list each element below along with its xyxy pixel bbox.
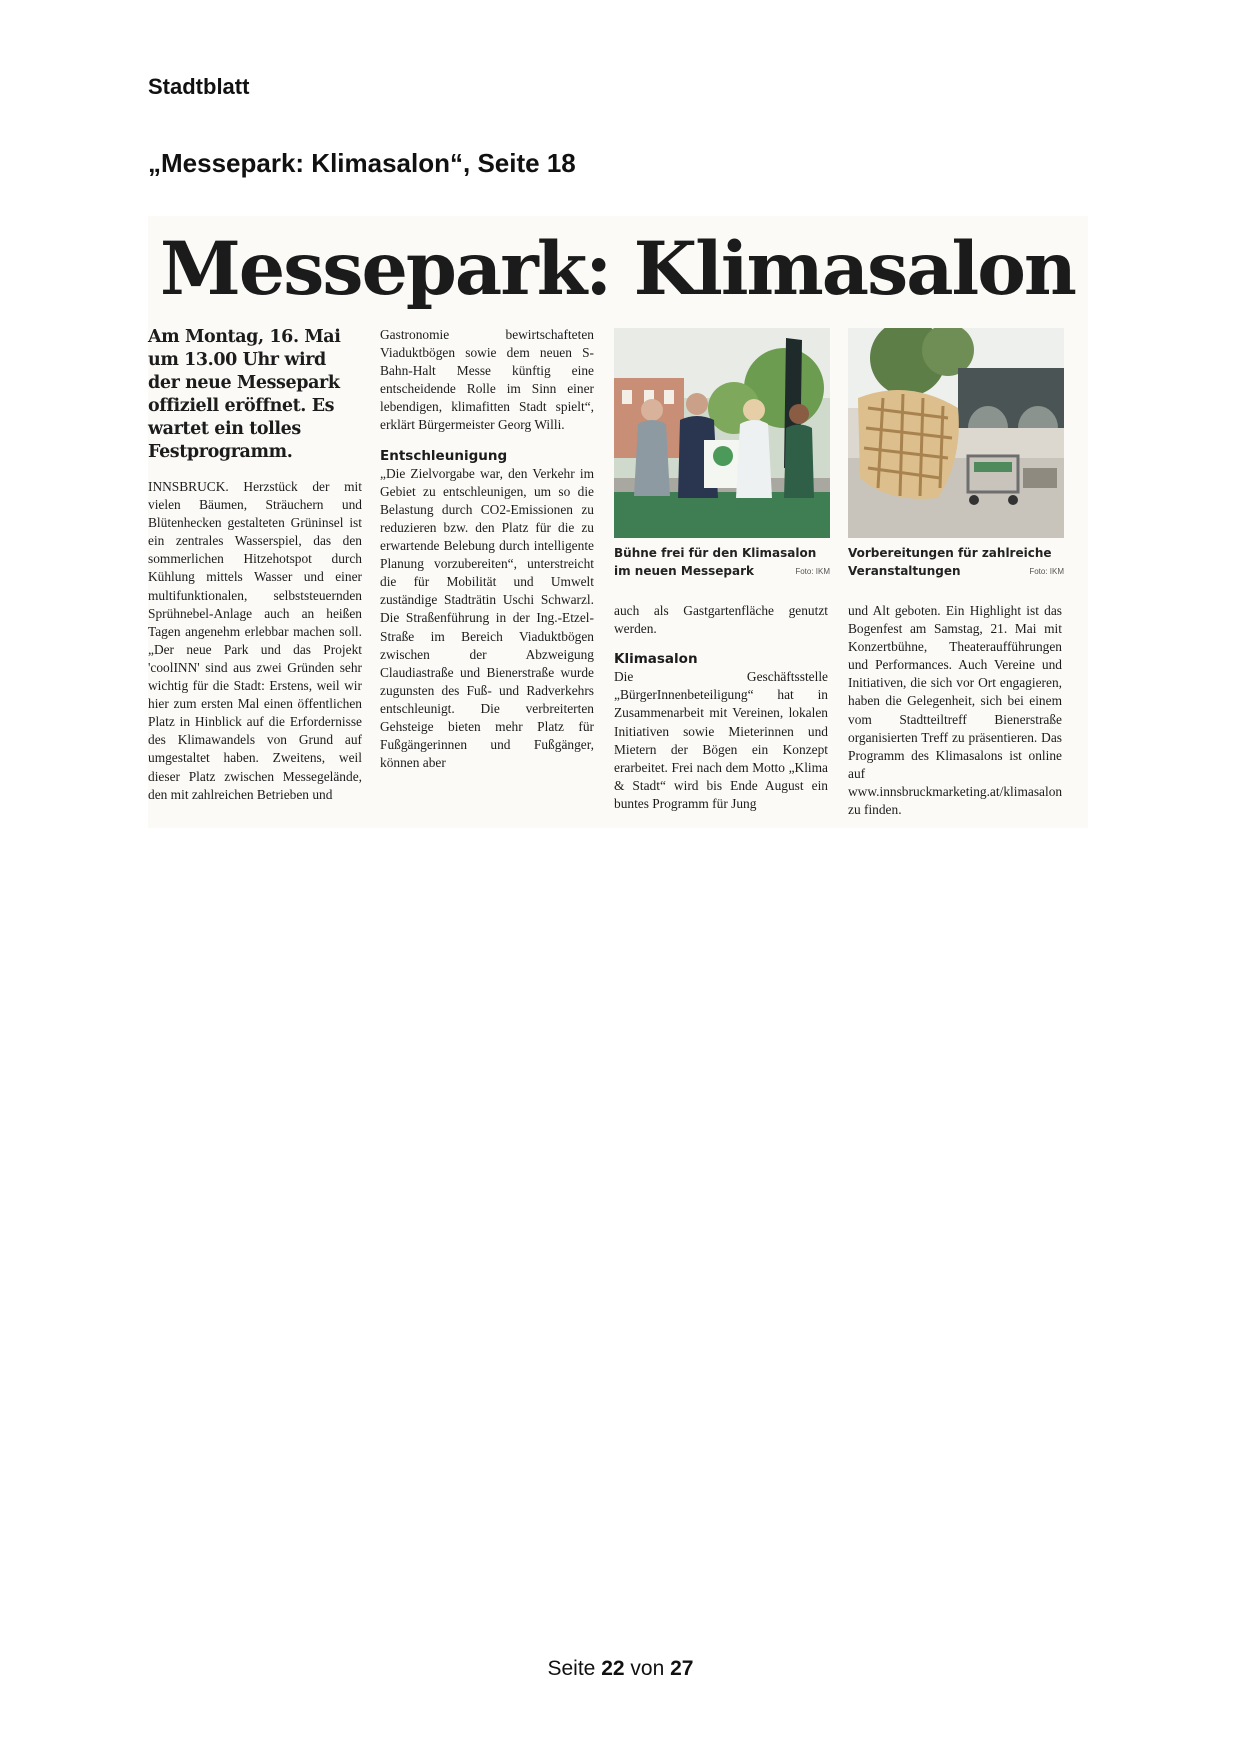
caption-text: Bühne frei für den Klimasalon im neuen Messepark xyxy=(614,546,817,578)
article-column-2 xyxy=(380,326,594,772)
article-lead: Am Montag, 16. Mai um 13.00 Uhr wird der neue Messepark offiziell eröffnet. Es wartet ein tolles Festprogramm. xyxy=(148,327,341,462)
article-paragraph: „Die Zielvorgabe war, den Verkehr im Gebiet zu entschleunigen, um so die Belastung durch CO2-Emissionen zu reduzieren bzw. den Platz für die zu erwartende Belebung durch intelligente Planung vorzubereiten“, unterstreicht die für Mobilität und Umwelt zuständige Stadträtin Uschi Schwarzl. Die Straßenführung in der Ing.-Etzel-Straße im Bereich Viaduktbögen zwischen der Abzweigung Claudiastraße und Bienerstraße wurde zugunsten des Fuß- und Radverkehrs entschleunigt. Die verbreiterten Gehsteige bieten mehr Platz für Fußgängerinnen und Fußgänger, können aber xyxy=(380,465,594,771)
newspaper-clipping xyxy=(148,216,1088,828)
article-paragraph xyxy=(148,478,362,804)
article-paragraph: Die Geschäftsstelle „BürgerInnenbeteiligung“ hat in Zusammenarbeit mit Vereinen, lokalen Initiativen sowie Mieterinnen und Mietern der Bögen ein Konzept erarbeitet. Frei nach dem Motto „Klima & Stadt“ wird bis Ende August ein buntes Programm für Jung xyxy=(614,669,828,811)
caption-text: Vorbereitungen für zahlreiche Veranstaltungen xyxy=(848,546,1052,578)
subheading: Klimasalon xyxy=(614,651,698,668)
article-text: Herzstück der mit vielen Bäumen, Sträuchern und Blütenhecken gestalteten Grüninsel ist ein zentrales Wasserspiel, das den sommerlichen Hitzehotspot durch Kühlung mittels Wasser und einer multifunktionalen, selbststeuernden Sprühnebel-Anlage auch an heißen Tagen angenehm erlebbar machen soll. „Der neue Park und das Projekt 'coolINN' sind aus zwei Gründen sehr wichtig für die Stadt: Erstens, weil wir hier zum ersten Mal einen öffentlichen Platz in Hinblick auf die Erfordernisse des Klimawandels von Grund auf umgestaltet haben. Zweitens, weil dieser Platz zwischen Messegelände, den mit zahlreichen Betrieben und xyxy=(148,479,362,802)
article-paragraph: auch als Gastgartenfläche genutzt werden. xyxy=(614,603,828,637)
article-column-4 xyxy=(848,602,1062,819)
photo-installation-image xyxy=(848,328,1064,538)
total-pages: 27 xyxy=(670,1657,694,1680)
article-column-3 xyxy=(614,602,828,813)
photo-credit: Foto: IKM xyxy=(795,567,830,576)
photo-klimasalon-stage xyxy=(614,328,830,538)
photo-people-image xyxy=(614,328,830,538)
photo-preparations xyxy=(848,328,1064,538)
article-reference: „Messepark: Klimasalon“, Seite 18 xyxy=(148,148,576,178)
page-number xyxy=(0,1657,1241,1681)
page-of-label: von xyxy=(630,1657,665,1680)
page-label: Seite xyxy=(547,1657,596,1680)
article-headline: Messepark: Klimasalon xyxy=(160,226,1075,312)
article-column-1 xyxy=(148,326,362,804)
photo-caption xyxy=(848,544,1064,584)
subheading: Entschleunigung xyxy=(380,447,508,464)
photo-caption xyxy=(614,544,830,584)
article-paragraph: Gastronomie bewirtschafteten Viaduktbögen sowie dem neuen S-Bahn-Halt Messe künftig eine entscheidende Rolle im Sinn einer lebendigen, klimafitten Stadt spielt“, erklärt Bürgermeister Georg Willi. xyxy=(380,327,594,433)
dateline: INNSBRUCK. xyxy=(148,479,229,494)
publication-name: Stadtblatt xyxy=(148,74,250,99)
current-page: 22 xyxy=(601,1657,625,1680)
article-paragraph: und Alt geboten. Ein Highlight ist das Bogenfest am Samstag, 21. Mai mit Konzertbühne, Theateraufführungen und Performances. Auch Vereine und Initiativen, die sich vor Ort engagieren, haben die Gelegenheit, sich bei einem vom Stadtteiltreff Bienerstraße organisierten Treff zu präsentieren. Das Programm des Klimasalons ist online auf www.innsbruckmarketing.at/klimasalon zu finden. xyxy=(848,603,1063,818)
photo-credit: Foto: IKM xyxy=(1029,567,1064,576)
